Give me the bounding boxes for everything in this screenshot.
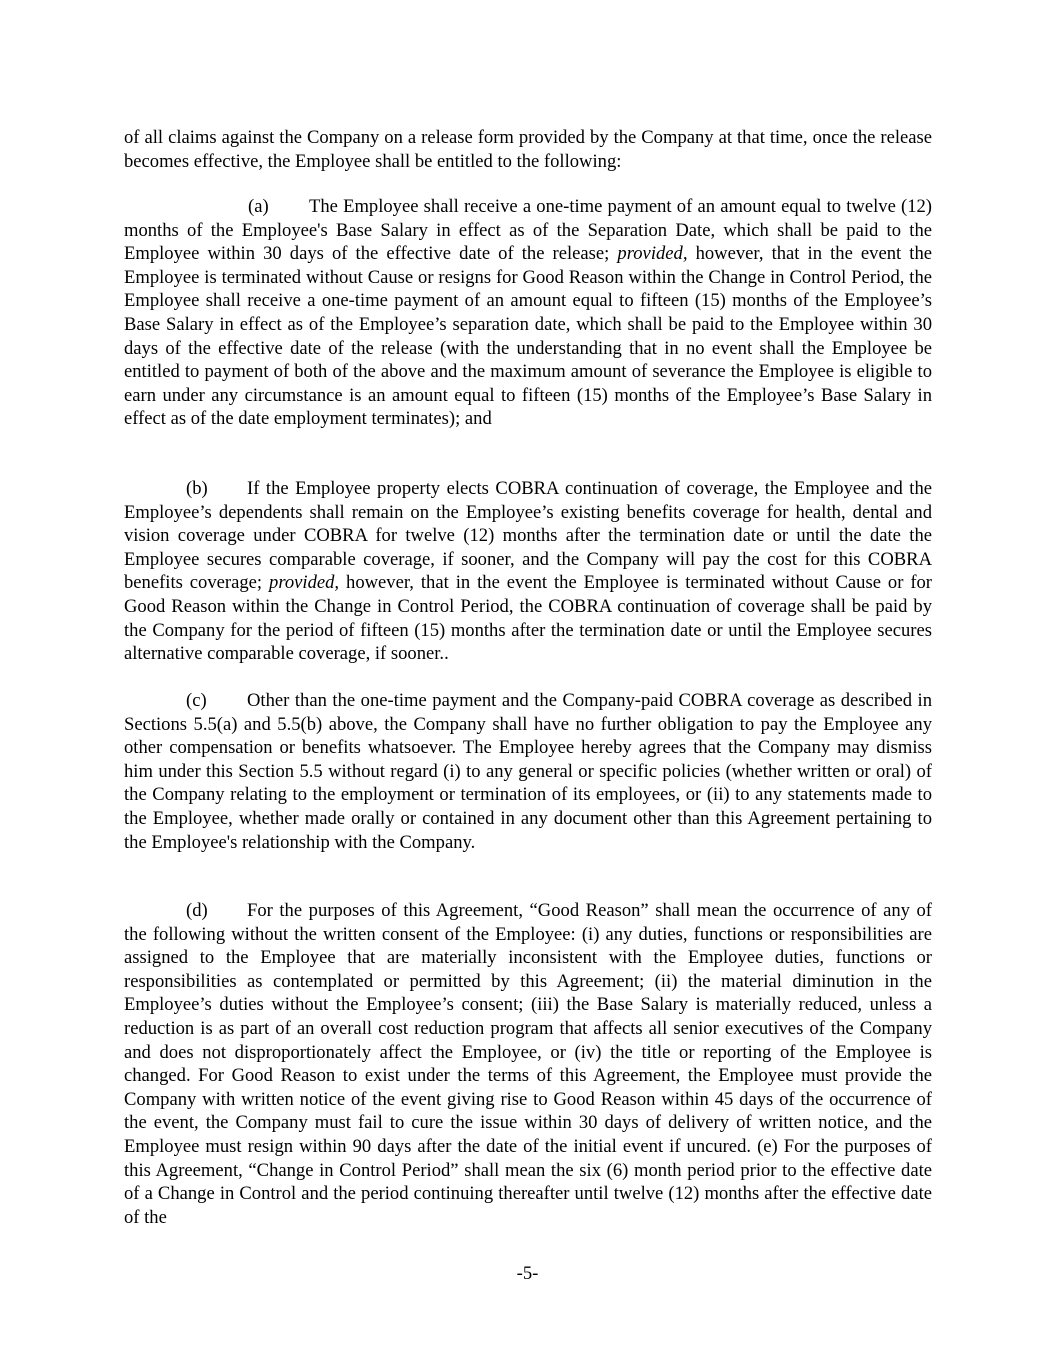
section-b-label: (b) [186,478,208,499]
section-b-paragraph [124,477,932,666]
section-d-text: For the purposes of this Agreement, “Good Reason” shall mean the occurrence of any of the following without the written consent of the Employee: (i) any duties, functions or responsibilities are assigned to the Employee that are materially inconsistent with the Employee duties, functions or responsibilities as contemplated or permitted by this Agreement; (ii) the material diminution in the Employee’s duties without the Employee’s consent; (iii) the Base Salary is materially reduced, unless a reduction is as part of an overall cost reduction program that affects all senior executives of the Company and does not disproportionately affect the Employee, or (iv) the title or reporting of the Employee is changed. For Good Reason to exist under the terms of this Agreement, the Employee must provide the Company with written notice of the event giving rise to Good Reason within 45 days of the occurrence of the event, the Company must fail to cure the issue within 30 days of delivery of written notice, and the Employee must resign within 90 days after the date of the initial event if uncured. (e) For the purposes of this Agreement, “Change in Control Period” shall mean the six (6) month period prior to the effective date of a Change in Control and the period continuing thereafter until twelve (12) months after the effective date of the [124,900,932,1228]
section-d-label: (d) [186,900,208,921]
section-c-text: Other than the one-time payment and the Company-paid COBRA coverage as described in Sections 5.5(a) and 5.5(b) above, the Company shall have no further obligation to pay the Employee any other compensation or benefits whatsoever. The Employee hereby agrees that the Company may dismiss him under this Section 5.5 without regard (i) to any general or specific policies (whether written or oral) of the Company relating to the employment or termination of its employees, or (ii) to any statements made to the Employee, whether made orally or contained in any document other than this Agreement pertaining to the Employee's relationship with the Company. [124,690,932,853]
section-b-text-1: If the Employee property elects COBRA continuation of coverage, the Employee and the Employee’s dependents shall remain on the Employee’s existing benefits coverage for health, dental and vision coverage under COBRA for twelve (12) months after the termination date or until the date the Employee secures comparable coverage, if sooner, and the Company will pay the cost for this COBRA benefits coverage; [124,478,932,594]
section-c-paragraph [124,689,932,854]
section-d-paragraph [124,899,932,1229]
section-a-text-1: The Employee shall receive a one-time payment of an amount equal to twelve (12) months of the Employee's Base Salary in effect as of the Separation Date, which shall be paid to the Employee within 30 days of the effective date of the release; [124,196,932,265]
section-a-label: (a) [248,196,269,217]
section-a-text-2: however, that in the event the Employee is terminated without Cause or resigns for Good Reason within the Change in Control Period, the Employee shall receive a one-time payment of an amount equal to fifteen (15) months of the Employee’s Base Salary in effect as of the Employee’s separation date, which shall be paid to the Employee within 30 days of the effective date of the release (with the understanding that in no event shall the Employee be entitled to payment of both of the above and the maximum amount of severance the Employee is eligible to earn under any circumstance is an amount equal to fifteen (15) months of the Employee’s Base Salary in effect as of the date employment terminates); and [124,243,932,430]
page-number: -5- [516,1263,539,1284]
section-c-label: (c) [186,690,207,711]
section-a-paragraph [124,195,932,431]
section-b-text-2: however, that in the event the Employee is terminated without Cause or for Good Reason within the Change in Control Period, the COBRA continuation of coverage shall be paid by the Company for the period of fifteen (15) months after the termination date or until the Employee secures alternative comparable coverage, if sooner.. [124,572,933,665]
section-a-emphasis: provided, [617,243,688,265]
section-b-emphasis: provided, [269,572,340,594]
intro-paragraph: of all claims against the Company on a release form provided by the Company at that time, once the release becomes effective, the Employee shall be entitled to the following: [124,127,932,172]
